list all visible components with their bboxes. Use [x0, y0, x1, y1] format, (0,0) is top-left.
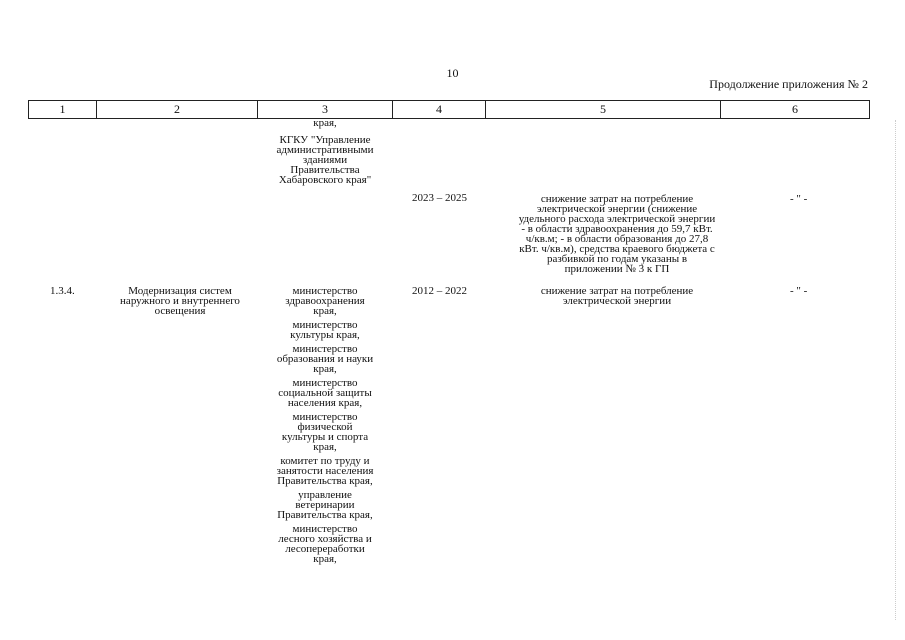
prev-line: КГКУ "Управление: [279, 134, 371, 146]
prev-line: Правительства: [290, 164, 360, 176]
table-header: [28, 100, 870, 119]
executor-entry: министерство физической культуры и спорта края,: [281, 411, 369, 453]
executor-entry: министерство социальной защиты населения края,: [278, 377, 372, 409]
prev-row-result: [486, 194, 748, 274]
executor-entry: министерство здравоохранения края,: [285, 285, 365, 317]
executor-entry: министерство лесного хозяйства и лесопереработки края,: [278, 523, 372, 565]
prev-row-executors: [258, 118, 392, 185]
continuation-note: Продолжение приложения № 2: [709, 77, 868, 91]
prev-line: административными: [276, 144, 374, 156]
row-col6: - " -: [790, 285, 808, 297]
header-col-5: 5: [600, 102, 606, 116]
prev-line: зданиями: [302, 154, 348, 166]
prev-row-col6: - " -: [790, 193, 808, 205]
executor-entry: комитет по труду и занятости населения Правительства края,: [276, 455, 374, 487]
prev-result-line: снижение затрат на потребление: [540, 193, 694, 205]
prev-result-line: электрической энергии (снижение: [536, 203, 698, 215]
page-number: 10: [446, 66, 459, 80]
prev-result-line: ч/кв.м; - в области образования до 27,8: [525, 233, 709, 245]
prev-line: Хабаровского края": [278, 174, 372, 186]
prev-result-line: кВт. ч/кв.м), средства краевого бюджета с: [519, 243, 715, 255]
executor-entry: министерство образования и науки края,: [276, 343, 374, 375]
scan-edge: [895, 120, 897, 620]
row-name-line: наружного и внутреннего: [120, 295, 240, 307]
header-col-3: 3: [322, 102, 328, 116]
prev-result-line: приложении № 3 к ГП: [564, 263, 670, 275]
row-result-line: электрической энергии: [562, 295, 672, 307]
row-name-line: Модернизация систем: [128, 285, 232, 297]
prev-result-line: разбивкой по годам указаны в: [546, 253, 688, 265]
row-period: 2012 – 2022: [412, 285, 467, 297]
prev-row-period: 2023 – 2025: [412, 192, 467, 204]
header-col-6: 6: [792, 102, 798, 116]
executor-entry: управление ветеринарии Правительства края,: [277, 489, 373, 521]
row-executors: [258, 286, 392, 568]
row-result: [486, 286, 748, 306]
row-number: 1.3.4.: [50, 285, 75, 297]
header-col-2: 2: [174, 102, 180, 116]
row-name-line: освещения: [154, 305, 206, 317]
header-col-4: 4: [436, 102, 442, 116]
prev-line: края,: [313, 117, 337, 129]
executor-entry: министерство культуры края,: [290, 319, 360, 341]
row-name: [100, 286, 260, 316]
prev-result-line: - в области здравоохранения до 59,7 кВт.: [521, 223, 713, 235]
prev-result-line: удельного расхода электрической энергии: [518, 213, 716, 225]
row-result-line: снижение затрат на потребление: [540, 285, 694, 297]
header-col-1: 1: [59, 102, 66, 116]
